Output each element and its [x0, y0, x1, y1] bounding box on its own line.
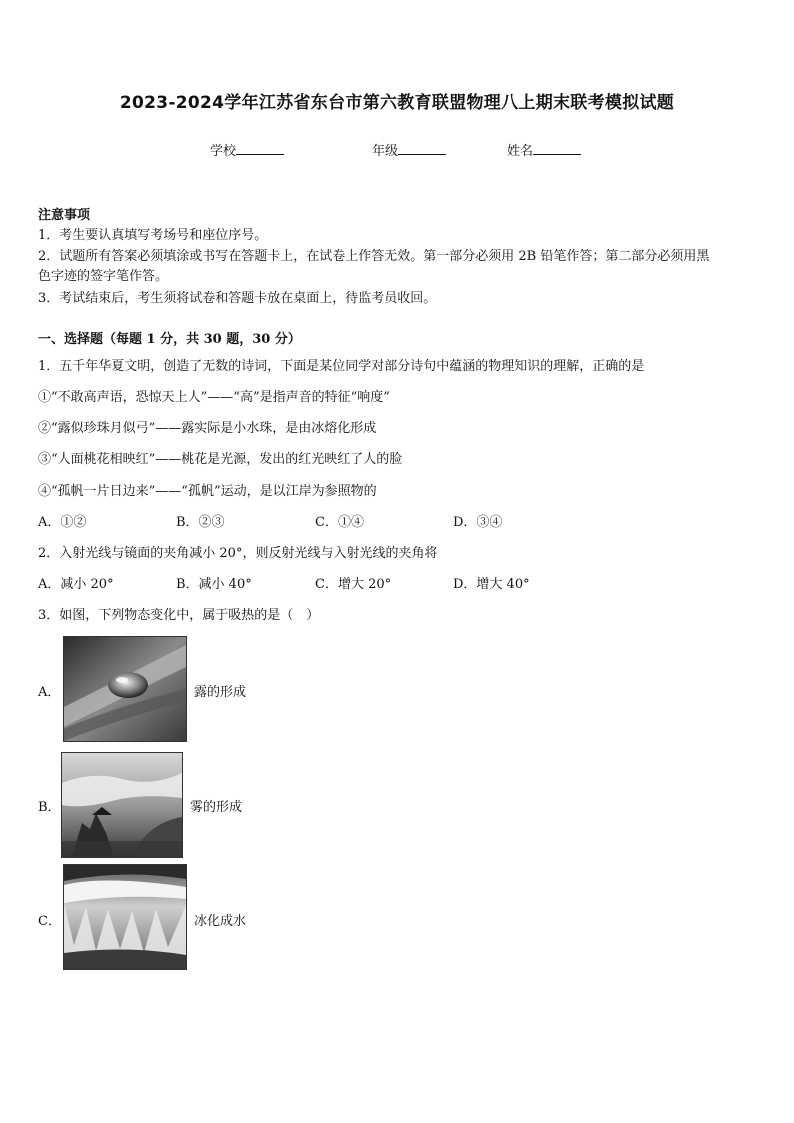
notice-item-1: 1．考生要认真填写考场号和座位序号。 — [38, 228, 268, 243]
school-blank[interactable] — [236, 142, 284, 155]
dew-drop-photo-icon[interactable] — [63, 636, 187, 742]
q1-stem: 1．五千年华夏文明，创造了无数的诗词，下面是某位同学对部分诗句中蕴涵的物理知识的理解，正确的是 — [38, 359, 645, 374]
q1-option-d[interactable]: D．③④ — [453, 515, 503, 530]
name-blank[interactable] — [533, 142, 581, 155]
fog-photo-icon[interactable] — [61, 752, 183, 858]
q3-stem: 3．如图，下列物态变化中，属于吸热的是（ ） — [38, 608, 320, 623]
q3-option-a-caption: 露的形成 — [194, 685, 247, 700]
section-heading: 一、选择题（每题 1 分，共 30 题，30 分） — [38, 332, 301, 347]
ice-melting-photo-icon[interactable] — [63, 864, 187, 970]
notice-item-2: 2．试题所有答案必须填涂或书写在答题卡上，在试卷上作答无效。第一部分必须用 2B 铅笔作答；第二部分必须用黑 — [38, 249, 710, 264]
q3-option-b-letter[interactable]: B． — [38, 800, 61, 815]
grade-field — [372, 140, 446, 159]
notice-item-2-cont: 色字迹的签字笔作答。 — [38, 269, 169, 284]
school-field — [210, 140, 284, 159]
q2-option-b[interactable]: B．减小 40° — [176, 577, 252, 592]
q2-stem: 2．入射光线与镜面的夹角减小 20°，则反射光线与入射光线的夹角将 — [38, 546, 438, 561]
q1-statement-4: ④“孤帆一片日边来”——“孤帆”运动，是以江岸为参照物的 — [38, 484, 377, 499]
q2-option-d[interactable]: D．增大 40° — [453, 577, 530, 592]
grade-label: 年级 — [372, 144, 399, 159]
page-title: 2023-2024学年江苏省东台市第六教育联盟物理八上期末联考模拟试题 — [119, 93, 675, 113]
q1-statement-2: ②“露似珍珠月似弓”——露实际是小水珠，是由冰熔化形成 — [38, 421, 377, 436]
name-field — [507, 140, 581, 159]
q1-option-b[interactable]: B．②③ — [176, 515, 225, 530]
q1-option-c[interactable]: C．①④ — [315, 515, 364, 530]
q2-option-a[interactable]: A．减小 20° — [38, 577, 114, 592]
school-label: 学校 — [210, 144, 237, 159]
q3-option-c-letter[interactable]: C． — [38, 914, 61, 929]
grade-blank[interactable] — [398, 142, 446, 155]
notice-heading: 注意事项 — [38, 208, 91, 223]
q2-option-c[interactable]: C．增大 20° — [315, 577, 392, 592]
name-label: 姓名 — [507, 144, 534, 159]
q1-statement-1: ①“不敢高声语，恐惊天上人”——“高”是指声音的特征“响度” — [38, 390, 390, 405]
q3-option-b-caption: 雾的形成 — [190, 800, 243, 815]
q1-option-a[interactable]: A．①② — [38, 515, 87, 530]
notice-item-3: 3．考试结束后，考生须将试卷和答题卡放在桌面上，待监考员收回。 — [38, 291, 437, 306]
q3-option-c-caption: 冰化成水 — [194, 914, 247, 929]
q1-statement-3: ③“人面桃花相映红”——桃花是光源，发出的红光映红了人的脸 — [38, 452, 403, 467]
q3-option-a-letter[interactable]: A． — [38, 685, 61, 700]
